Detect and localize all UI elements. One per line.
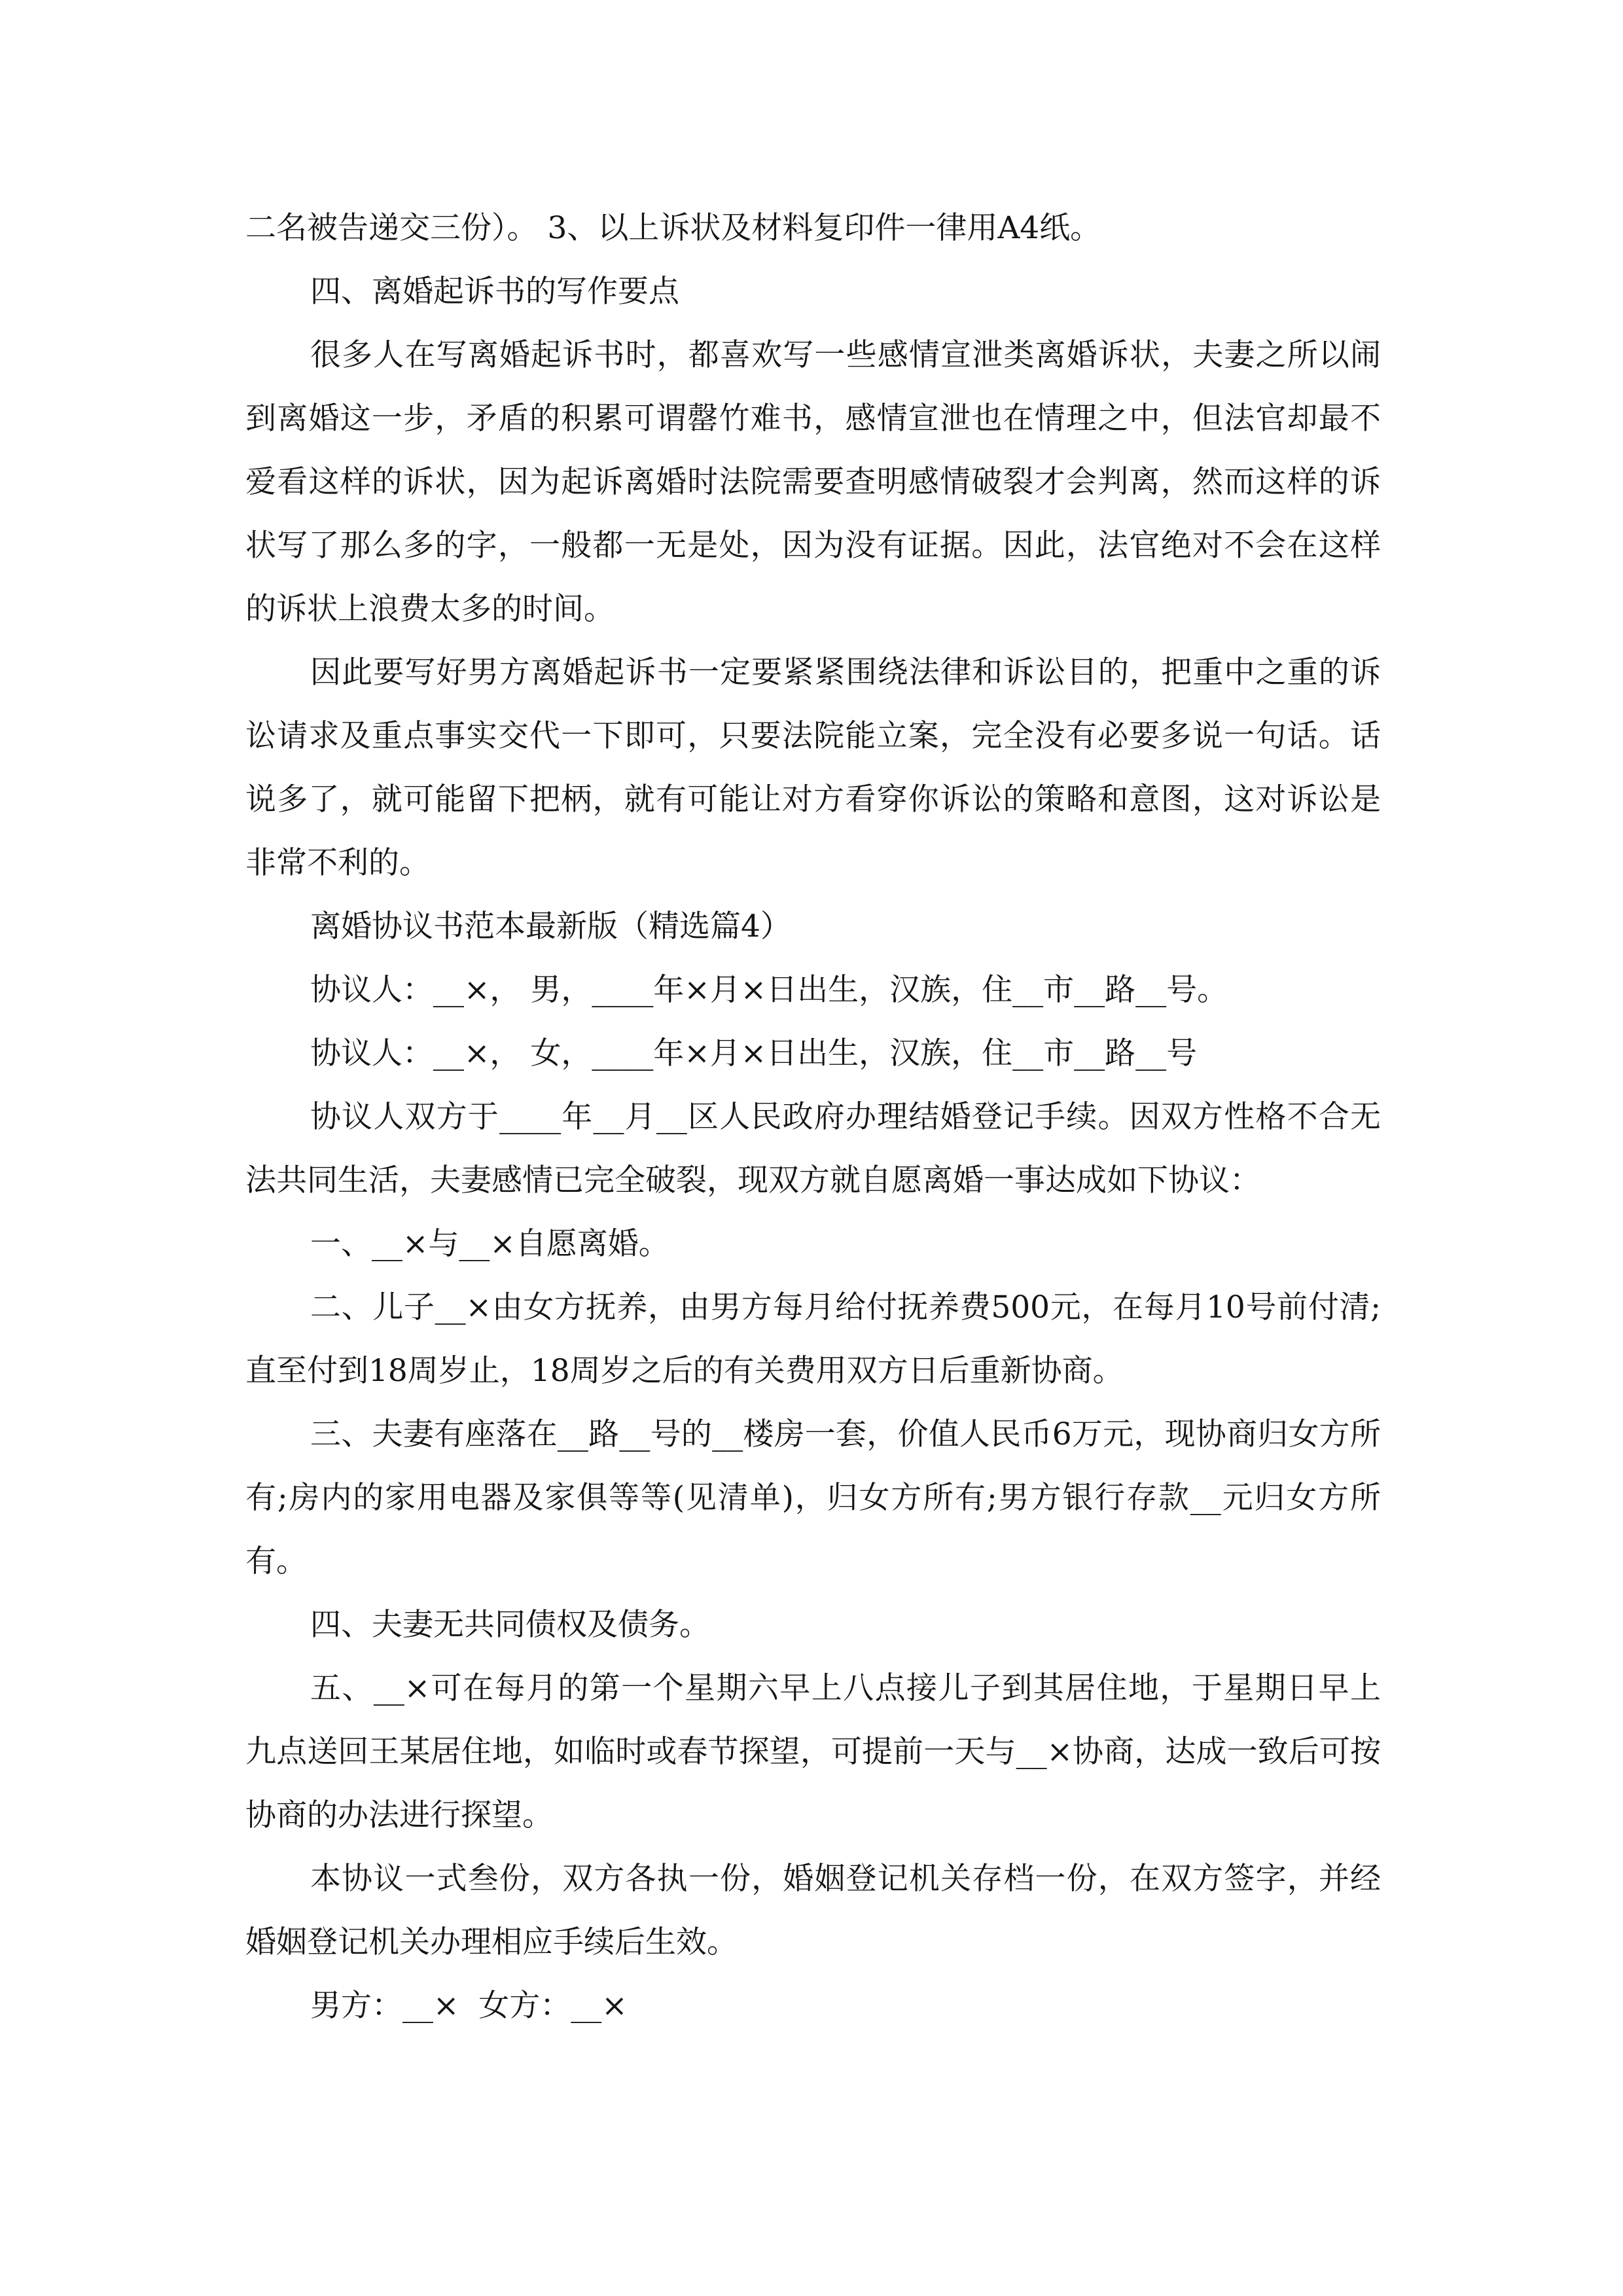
agreement-title: 离婚协议书范本最新版（精选篇4） — [310, 908, 791, 944]
party-male: 协议人：__×， 男，____年×月×日出生，汉族，住__市__路__号。 — [310, 972, 1228, 1008]
paragraph-focus-on-law: 因此要写好男方离婚起诉书一定要紧紧围绕法律和诉讼目的，把重中之重的诉讼请求及重点事实交代一下即可，只要法院能立案，完全没有必要多说一句话。话说多了，就可能留下把柄，就有可能让对方看穿你诉讼的策略和意图，这对诉讼是非常不利的。 — [245, 655, 1381, 881]
party-female: 协议人：__×， 女，____年×月×日出生，汉族，住__市__路__号 — [310, 1035, 1198, 1071]
agreement-preamble: 协议人双方于____年__月__区人民政府办理结婚登记手续。因双方性格不合无法共同生活，夫妻感情已完全破裂，现双方就自愿离婚一事达成如下协议： — [245, 1099, 1381, 1198]
paragraph-continuation: 二名被告递交三份）。 3、以上诉状及材料复印件一律用A4纸。 — [245, 210, 1101, 246]
clause-2: 二、儿子__×由女方抚养，由男方每月给付抚养费500元，在每月10号前付清;直至付到18周岁止，18周岁之后的有关费用双方日后重新协商。 — [245, 1289, 1381, 1389]
paragraph-emotional-complaints: 很多人在写离婚起诉书时，都喜欢写一些感情宣泄类离婚诉状，夫妻之所以闹到离婚这一步，矛盾的积累可谓罄竹难书，感情宣泄也在情理之中，但法官却最不爱看这样的诉状，因为起诉离婚时法院需要查明感情破裂才会判离，然而这样的诉状写了那么多的字，一般都一无是处，因为没有证据。因此，法官绝对不会在这样的诉状上浪费太多的时间。 — [245, 337, 1381, 627]
clause-1: 一、__×与__×自愿离婚。 — [310, 1226, 669, 1262]
clause-4: 四、夫妻无共同债权及债务。 — [310, 1607, 710, 1643]
document-body — [245, 196, 1381, 2037]
section-heading-writing-points: 四、离婚起诉书的写作要点 — [310, 274, 679, 310]
agreement-copies: 本协议一式叁份，双方各执一份，婚姻登记机关存档一份，在双方签字，并经婚姻登记机关办理相应手续后生效。 — [245, 1861, 1381, 1960]
signature-line: 男方：__× 女方：__× — [310, 1988, 628, 2024]
clause-5: 五、__×可在每月的第一个星期六早上八点接儿子到其居住地，于星期日早上九点送回王某居住地，如临时或春节探望，可提前一天与__×协商，达成一致后可按协商的办法进行探望。 — [245, 1670, 1381, 1833]
clause-3: 三、夫妻有座落在__路__号的__楼房一套，价值人民币6万元，现协商归女方所有;房内的家用电器及家俱等等(见清单)，归女方所有;男方银行存款__元归女方所有。 — [245, 1416, 1381, 1579]
